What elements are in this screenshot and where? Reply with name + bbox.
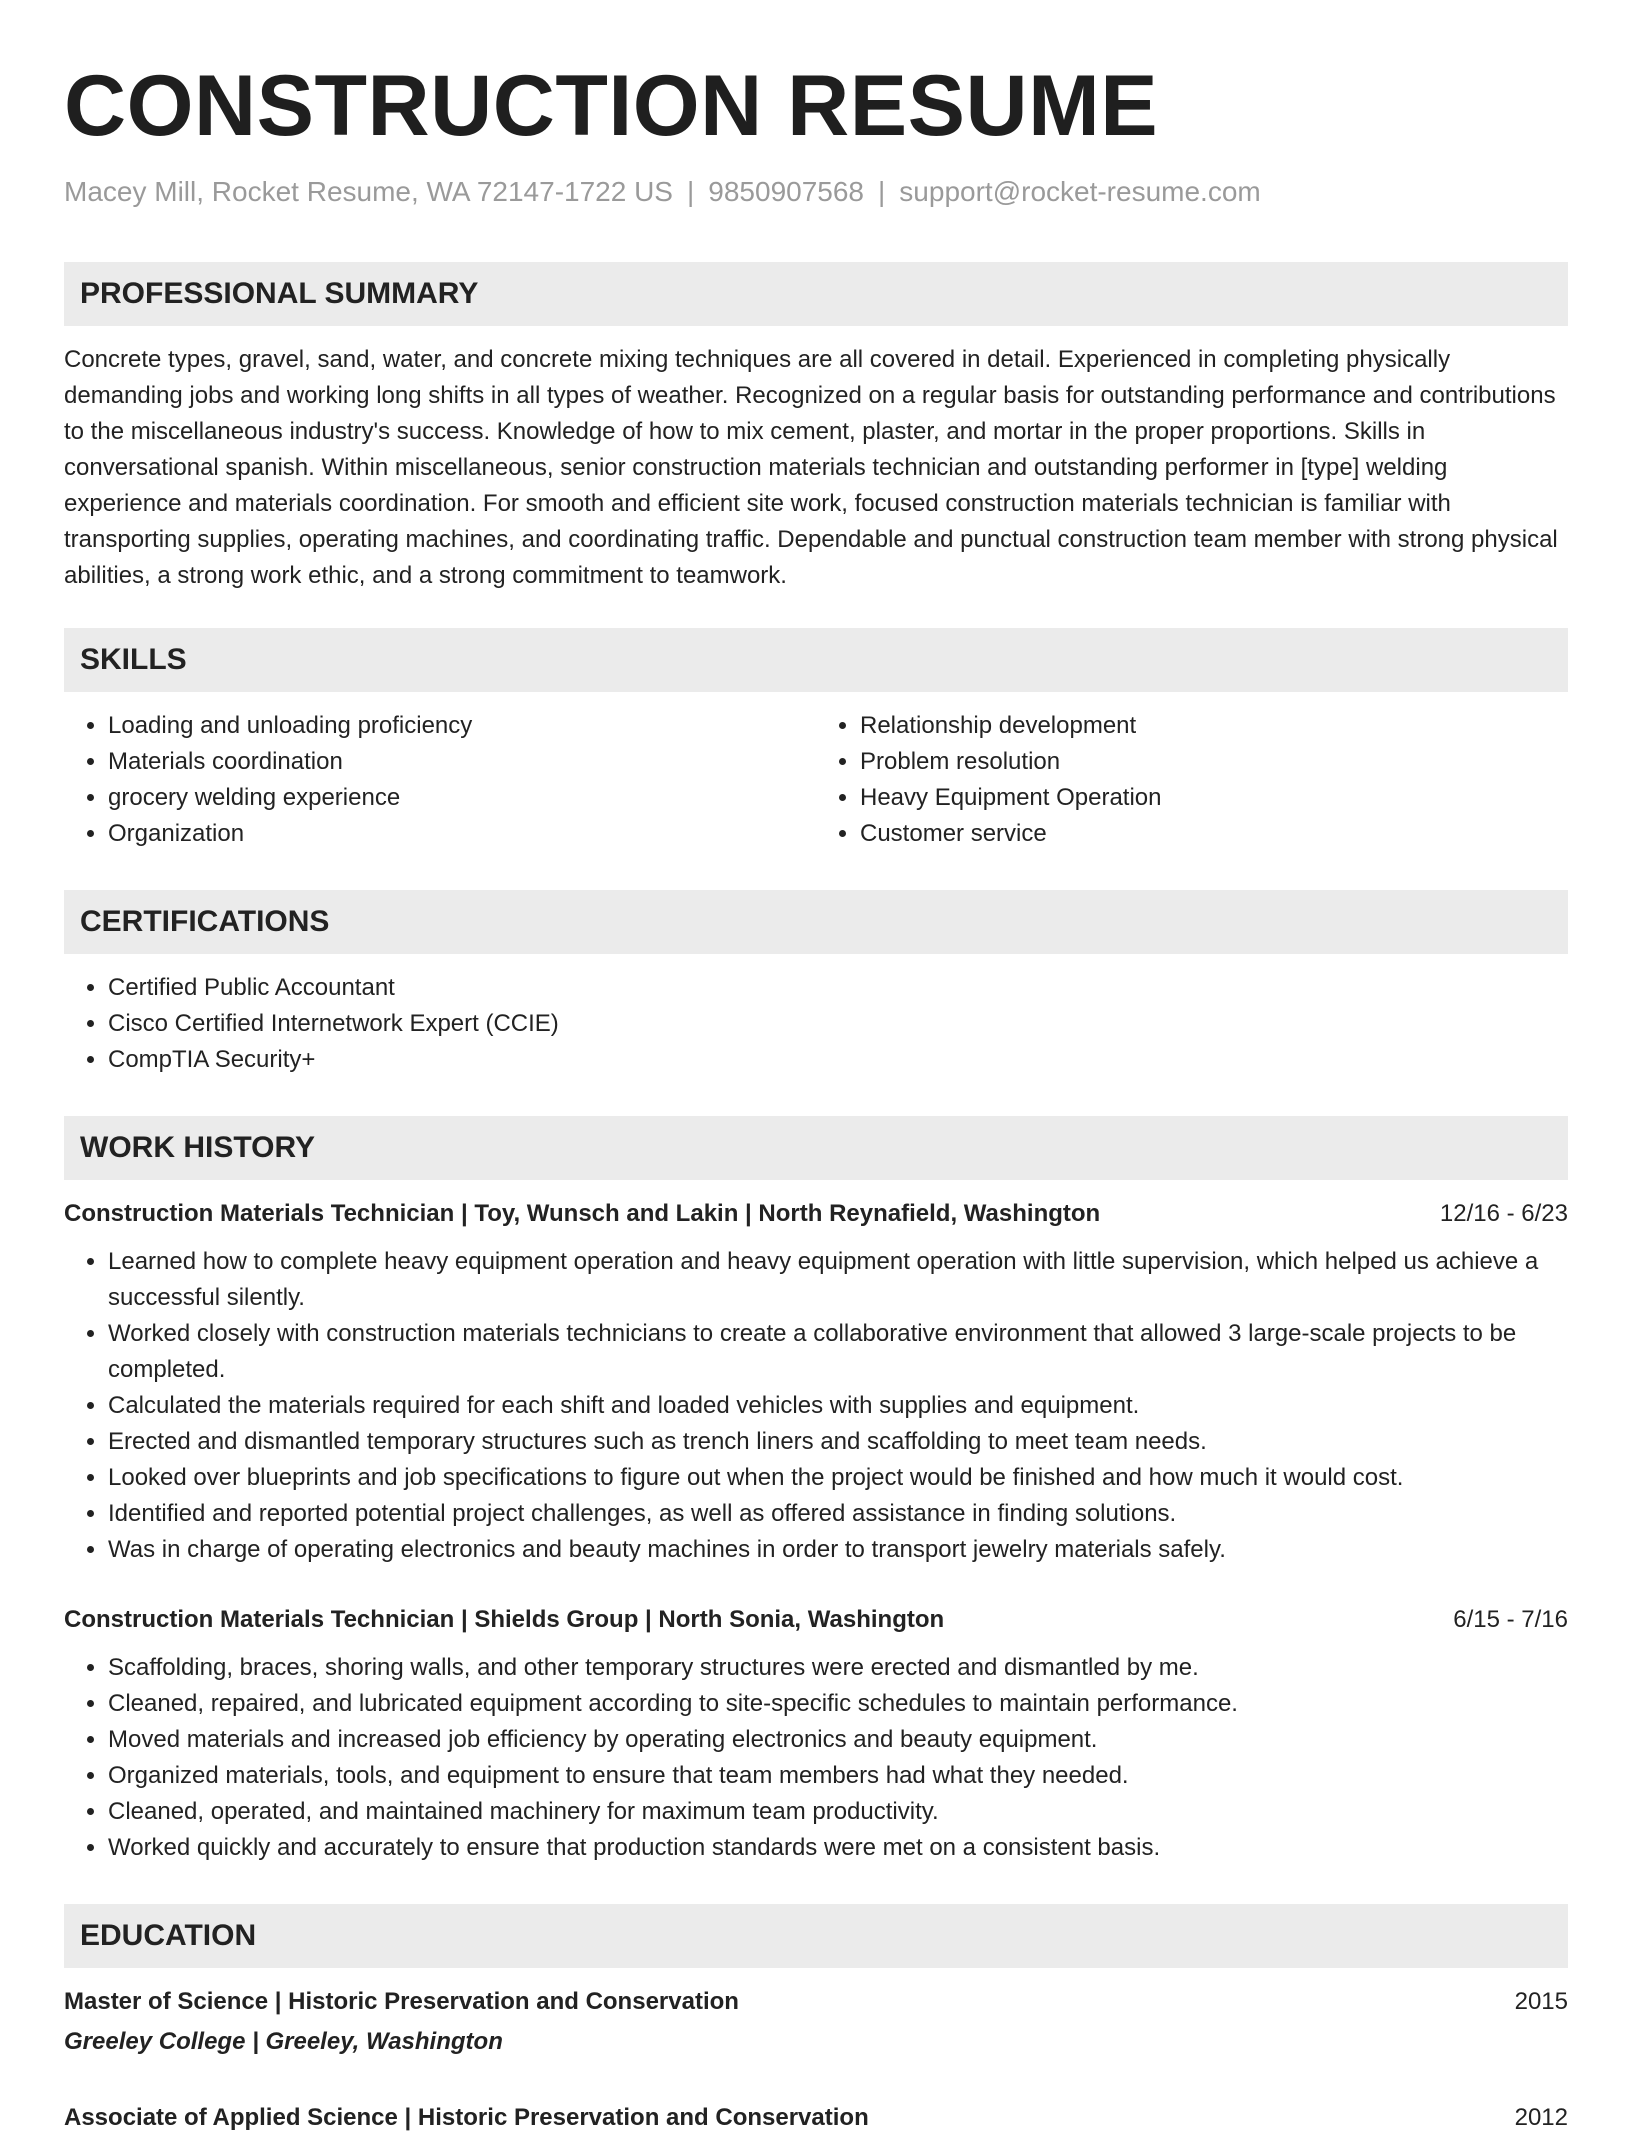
job-title: Construction Materials Technician | Shields Group | North Sonia, Washington	[64, 1606, 945, 1633]
contact-separator: |	[878, 176, 886, 207]
job-dates: 12/16 - 6/23	[1439, 1200, 1568, 1227]
skill-item: • Materials coordination	[108, 744, 816, 780]
skill-item: • Loading and unloading proficiency	[108, 708, 816, 744]
job-bullet: • Erected and dismantled temporary structures such as trench liners and scaffolding to meet team needs.	[108, 1424, 1568, 1460]
education-header	[64, 2100, 1568, 2136]
certification-item: • CompTIA Security+	[108, 1042, 1568, 1078]
skill-item: • Customer service	[860, 816, 1568, 852]
job-bullet: • Worked quickly and accurately to ensure that production standards were met on a consistent basis.	[108, 1830, 1568, 1866]
section-heading-education: EDUCATION	[64, 1904, 1568, 1968]
job-bullet: • Organized materials, tools, and equipment to ensure that team members had what they needed.	[108, 1758, 1568, 1794]
job-bullet: • Identified and reported potential project challenges, as well as offered assistance in finding solutions.	[108, 1496, 1568, 1532]
education-header	[64, 1984, 1568, 2020]
job-bullet: • Looked over blueprints and job specifications to figure out when the project would be finished and how much it would cost.	[108, 1460, 1568, 1496]
contact-address: Macey Mill, Rocket Resume, WA 72147-1722 US	[64, 176, 673, 207]
job-bullet: • Learned how to complete heavy equipment operation and heavy equipment operation with little supervision, which helped us achieve a successful silently.	[108, 1244, 1568, 1316]
job-bullet: • Worked closely with construction materials technicians to create a collaborative environment that allowed 3 large-scale projects to be completed.	[108, 1316, 1568, 1388]
section-heading-work-history: WORK HISTORY	[64, 1116, 1568, 1180]
job-bullet: • Moved materials and increased job efficiency by operating electronics and beauty equipment.	[108, 1722, 1568, 1758]
job-bullets	[64, 1650, 1568, 1866]
contact-email[interactable]: support@rocket-resume.com	[899, 176, 1261, 207]
certifications-list	[64, 970, 1568, 1078]
section-heading-certifications: CERTIFICATIONS	[64, 890, 1568, 954]
job-bullets	[64, 1244, 1568, 1568]
skills-column-left	[64, 708, 816, 852]
contact-separator: |	[687, 176, 695, 207]
skills-column-right	[816, 708, 1568, 852]
job-bullet: • Cleaned, repaired, and lubricated equipment according to site-specific schedules to maintain performance.	[108, 1686, 1568, 1722]
job-bullet: • Scaffolding, braces, shoring walls, and other temporary structures were erected and dismantled by me.	[108, 1650, 1568, 1686]
certification-item: • Cisco Certified Internetwork Expert (CCIE)	[108, 1006, 1568, 1042]
education-year: 2015	[1514, 1988, 1568, 2015]
certification-item: • Certified Public Accountant	[108, 970, 1568, 1006]
job-bullet: • Was in charge of operating electronics and beauty machines in order to transport jewelry materials safely.	[108, 1532, 1568, 1568]
job-dates: 6/15 - 7/16	[1453, 1606, 1568, 1633]
section-heading-skills: SKILLS	[64, 628, 1568, 692]
skill-item: • Organization	[108, 816, 816, 852]
contact-line	[64, 174, 1568, 210]
skill-item: • Heavy Equipment Operation	[860, 780, 1568, 816]
summary-text: Concrete types, gravel, sand, water, and concrete mixing techniques are all covered in detail. Experienced in completing physically demanding jobs and working long shifts in all types of weather. Recognized on a regular basis for outstanding performance and contributions to the miscellaneous industry's success. Knowledge of how to mix cement, plaster, and mortar in the proper proportions. Skills in conversational spanish. Within miscellaneous, senior construction materials technician and outstanding performer in [type] welding experience and materials coordination. For smooth and efficient site work, focused construction materials technician is familiar with transporting supplies, operating machines, and coordinating traffic. Dependable and punctual construction team member with strong physical abilities, a strong work ethic, and a strong commitment to teamwork.	[64, 346, 1558, 589]
skill-item: • grocery welding experience	[108, 780, 816, 816]
job-header	[64, 1196, 1568, 1232]
education-degree: Master of Science | Historic Preservation and Conservation	[64, 1988, 739, 2015]
section-heading-summary: PROFESSIONAL SUMMARY	[64, 262, 1568, 326]
contact-phone[interactable]: 9850907568	[708, 176, 865, 207]
job-bullet: • Calculated the materials required for each shift and loaded vehicles with supplies and equipment.	[108, 1388, 1568, 1424]
job-entry	[64, 1196, 1568, 1568]
education-entry	[64, 2100, 1568, 2136]
education-year: 2012	[1514, 2104, 1568, 2131]
job-header	[64, 1602, 1568, 1638]
job-entry	[64, 1602, 1568, 1866]
job-bullet: • Cleaned, operated, and maintained machinery for maximum team productivity.	[108, 1794, 1568, 1830]
education-school: Greeley College | Greeley, Washington	[64, 2028, 503, 2055]
skills-list	[64, 708, 1568, 852]
skill-item: • Relationship development	[860, 708, 1568, 744]
job-title: Construction Materials Technician | Toy, Wunsch and Lakin | North Reynafield, Washington	[64, 1200, 1101, 1227]
skill-item: • Problem resolution	[860, 744, 1568, 780]
resume-title: CONSTRUCTION RESUME	[64, 58, 1159, 154]
education-degree: Associate of Applied Science | Historic Preservation and Conservation	[64, 2104, 869, 2131]
education-entry	[64, 1984, 1568, 2060]
